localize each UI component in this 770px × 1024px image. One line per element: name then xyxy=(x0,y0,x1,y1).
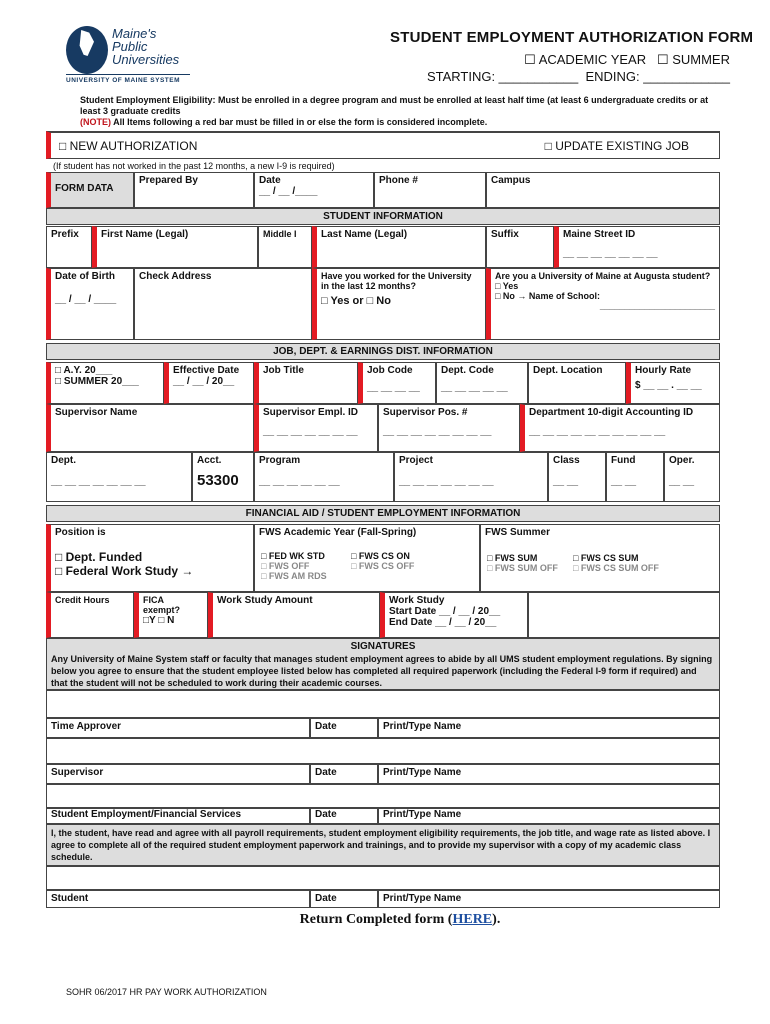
date-blank: __ / __ /____ xyxy=(259,186,318,197)
supervisor-name-field[interactable]: Supervisor Name xyxy=(46,404,254,452)
date-label: Date xyxy=(259,175,281,186)
auth-type-row xyxy=(46,131,720,159)
fund-label: Fund xyxy=(611,455,636,466)
time-approver-date[interactable]: Date xyxy=(310,718,378,738)
dept-code-blank: __ __ __ __ __ xyxy=(441,382,508,393)
logo-system: UNIVERSITY OF MAINE SYSTEM xyxy=(66,77,181,84)
dept-funded-checkbox[interactable]: □ Dept. Funded xyxy=(55,550,143,564)
note-text: All Items following a red bar must be filled in or else the form is considered incomplete. xyxy=(111,117,488,127)
fws-academic-options-left xyxy=(261,551,327,581)
term-dates xyxy=(427,69,730,84)
form-data-label: FORM DATA xyxy=(46,172,134,208)
worked-question-text: Have you worked for the University in the last 12 months? xyxy=(321,271,472,291)
supervisor-signature-box[interactable] xyxy=(46,738,720,764)
effective-date-label: Effective Date xyxy=(173,365,240,376)
prefix-field[interactable]: Prefix xyxy=(46,226,92,268)
augusta-no-checkbox[interactable]: □ No → Name of School: xyxy=(495,291,600,301)
ending-field[interactable]: ENDING: ____________ xyxy=(585,69,730,84)
fws-summer-field xyxy=(480,524,720,592)
return-end: ). xyxy=(492,912,501,927)
starting-field[interactable]: STARTING: ___________ xyxy=(426,69,579,84)
footer-code: SOHR 06/2017 HR PAY WORK AUTHORIZATION xyxy=(66,987,267,997)
dept-blank: __ __ __ __ __ __ __ xyxy=(51,476,146,487)
worked-question xyxy=(312,268,486,340)
academic-year-checkbox[interactable]: ☐ ACADEMIC YEAR xyxy=(524,52,647,67)
signatures-statement: Any University of Maine System staff or faculty that manages student employment agrees to abide by all UMS student employment regulations. By signing below you agree to ensure that the student employee listed below has completed all required paperwork (including the Federal I-9 form if required) and that the student will not be scheduled to work during their academic courses. xyxy=(51,654,713,688)
oper-label: Oper. xyxy=(669,455,695,466)
fws-academic-label: FWS Academic Year (Fall-Spring) xyxy=(259,527,417,538)
effective-date-blank: __ / __ / 20__ xyxy=(173,376,235,387)
dob-blank: __ / __ / ____ xyxy=(55,294,117,305)
logo-divider xyxy=(66,74,190,75)
supervisor-empl-id-label: Supervisor Empl. ID xyxy=(263,407,359,418)
time-approver-signature-box[interactable] xyxy=(46,690,720,718)
worked-yes-no[interactable]: □ Yes or □ No xyxy=(321,295,391,307)
eligibility-rule: Student Employment Eligibility: Must be enrolled in a degree program and must be enrolled at least half time (at least 6 undergraduate credits or at least 3 graduate credits xyxy=(80,95,709,116)
note-label: (NOTE) xyxy=(80,117,111,127)
i9-note: (If student has not worked in the past 12 months, a new I-9 is required) xyxy=(53,161,335,171)
oper-blank: __ __ xyxy=(669,476,695,487)
fa-empty-cell xyxy=(528,592,720,638)
school-name-blank[interactable]: _______________________ xyxy=(599,301,715,311)
effective-date-field[interactable] xyxy=(164,362,254,404)
supervisor-print-name[interactable]: Print/Type Name xyxy=(378,764,720,784)
dob-field[interactable] xyxy=(46,268,134,340)
return-link[interactable]: HERE xyxy=(452,912,493,927)
student-print-name[interactable]: Print/Type Name xyxy=(378,890,720,908)
hourly-rate-field[interactable] xyxy=(626,362,720,404)
update-job-checkbox[interactable]: □ UPDATE EXISTING JOB xyxy=(544,139,689,153)
new-authorization-checkbox[interactable]: □ NEW AUTHORIZATION xyxy=(59,139,198,153)
augusta-yes-checkbox[interactable]: □ Yes xyxy=(495,281,519,291)
ws-end-date: End Date __ / __ / 20__ xyxy=(389,617,497,628)
time-approver-label: Time Approver xyxy=(46,718,310,738)
fws-cs-on-checkbox[interactable]: □ FWS CS ON xyxy=(351,551,410,561)
logo-line1: Maine's xyxy=(112,26,157,41)
position-is-field[interactable] xyxy=(46,524,254,592)
student-info-header: STUDENT INFORMATION xyxy=(46,208,720,225)
fws-academic-field xyxy=(254,524,480,592)
work-study-dates-field[interactable] xyxy=(380,592,528,638)
fws-cs-sum-off-checkbox[interactable]: □ FWS CS SUM OFF xyxy=(573,563,659,573)
project-field[interactable] xyxy=(394,452,548,502)
fica-yes-no[interactable]: □Y □ N xyxy=(143,615,175,626)
term-year-field[interactable] xyxy=(46,362,164,404)
acct-field[interactable] xyxy=(192,452,254,502)
summer-checkbox[interactable]: ☐ SUMMER xyxy=(656,52,730,67)
supervisor-pos-label: Supervisor Pos. # xyxy=(383,407,468,418)
sefs-label: Student Employment/Financial Services xyxy=(46,808,310,824)
supervisor-label: Supervisor xyxy=(46,764,310,784)
dob-label: Date of Birth xyxy=(55,271,115,282)
sefs-signature-box[interactable] xyxy=(46,784,720,808)
fws-academic-options-right xyxy=(351,551,414,571)
hourly-rate-blank: $ __ __ . __ __ xyxy=(635,380,702,391)
fws-cs-off-checkbox[interactable]: □ FWS CS OFF xyxy=(351,561,415,571)
last-name-field[interactable]: Last Name (Legal) xyxy=(312,226,486,268)
return-text: Return Completed form ( xyxy=(299,912,453,927)
supervisor-date[interactable]: Date xyxy=(310,764,378,784)
dept-code-label: Dept. Code xyxy=(441,365,494,376)
fws-am-rds-checkbox[interactable]: □ FWS AM RDS xyxy=(261,571,327,581)
fa-header: FINANCIAL AID / STUDENT EMPLOYMENT INFORMATION xyxy=(46,505,720,522)
logo-text xyxy=(112,27,179,66)
maine-street-id-field[interactable] xyxy=(554,226,720,268)
phone-field[interactable]: Phone # xyxy=(374,172,486,208)
prepared-by-field[interactable]: Prepared By xyxy=(134,172,254,208)
sefs-print-name[interactable]: Print/Type Name xyxy=(378,808,720,824)
fws-summer-options-left xyxy=(487,553,558,573)
accounting-id-field[interactable] xyxy=(520,404,720,452)
project-blank: __ __ __ __ __ __ __ xyxy=(399,476,494,487)
program-field[interactable] xyxy=(254,452,394,502)
acct-label: Acct. xyxy=(197,455,222,466)
term-options xyxy=(524,52,730,68)
work-study-amount-field[interactable]: Work Study Amount xyxy=(208,592,380,638)
date-field[interactable] xyxy=(254,172,374,208)
dept-label: Dept. xyxy=(51,455,76,466)
dept-field[interactable] xyxy=(46,452,192,502)
fws-off-checkbox[interactable]: □ FWS OFF xyxy=(261,561,310,571)
suffix-field[interactable]: Suffix xyxy=(486,226,554,268)
job-title-field[interactable]: Job Title xyxy=(254,362,358,404)
student-date[interactable]: Date xyxy=(310,890,378,908)
maine-street-id-label: Maine Street ID xyxy=(563,229,636,240)
dept-code-field[interactable] xyxy=(436,362,528,404)
acct-value: 53300 xyxy=(197,472,239,489)
ws-start-date: Start Date __ / __ / 20__ xyxy=(389,606,501,617)
fed-wk-std-checkbox[interactable]: □ FED WK STD xyxy=(261,551,325,561)
job-code-label: Job Code xyxy=(367,365,413,376)
fws-summer-label: FWS Summer xyxy=(485,527,551,538)
time-approver-print-name[interactable]: Print/Type Name xyxy=(378,718,720,738)
federal-work-study-checkbox[interactable]: □ Federal Work Study → xyxy=(55,564,194,578)
summer-year-checkbox[interactable]: □ SUMMER 20___ xyxy=(55,376,139,387)
accounting-id-label: Department 10-digit Accounting ID xyxy=(529,407,694,418)
augusta-question xyxy=(486,268,720,340)
form-title: STUDENT EMPLOYMENT AUTHORIZATION FORM xyxy=(390,29,754,46)
fws-sum-checkbox[interactable]: □ FWS SUM xyxy=(487,553,538,563)
program-blank: __ __ __ __ __ __ xyxy=(259,476,340,487)
fws-summer-options-right xyxy=(573,553,659,573)
student-label: Student xyxy=(46,890,310,908)
logo-line2: Public xyxy=(112,39,148,54)
signatures-block xyxy=(46,638,720,690)
fica-field[interactable] xyxy=(134,592,208,638)
fws-sum-off-checkbox[interactable]: □ FWS SUM OFF xyxy=(487,563,558,573)
credit-hours-field[interactable]: Credit Hours xyxy=(46,592,134,638)
job-code-blank: __ __ __ __ xyxy=(367,382,420,393)
program-label: Program xyxy=(259,455,301,466)
class-blank: __ __ xyxy=(553,476,579,487)
dept-location-field[interactable]: Dept. Location xyxy=(528,362,626,404)
project-label: Project xyxy=(399,455,433,466)
student-statement: I, the student, have read and agree with all payroll requirements, student employment eligibility requirements, the job title, and wage rate as listed above. I agree to complete all of the required student employment paperwork and trainings, and to provide my supervisor with a copy of my academic class schedule. xyxy=(46,824,720,866)
ws-dates-label: Work Study xyxy=(389,595,445,606)
eligibility-text xyxy=(80,95,720,128)
position-is-label: Position is xyxy=(55,527,106,538)
fund-field[interactable] xyxy=(606,452,664,502)
middle-initial-field[interactable]: Middle I xyxy=(258,226,312,268)
accounting-id-blank: __ __ __ __ __ __ __ __ __ __ xyxy=(529,426,666,437)
fws-cs-sum-checkbox[interactable]: □ FWS CS SUM xyxy=(573,553,639,563)
check-address-field[interactable]: Check Address xyxy=(134,268,312,340)
fund-blank: __ __ xyxy=(611,476,637,487)
supervisor-pos-field[interactable] xyxy=(378,404,520,452)
maine-street-id-blank: __ __ __ __ __ __ __ xyxy=(563,248,658,259)
job-code-field[interactable] xyxy=(358,362,436,404)
ay-checkbox[interactable]: □ A.Y. 20___ xyxy=(55,365,113,376)
campus-field[interactable]: Campus xyxy=(486,172,720,208)
return-instruction xyxy=(0,912,770,928)
hourly-rate-label: Hourly Rate xyxy=(635,365,692,376)
supervisor-empl-id-blank: __ __ __ __ __ __ __ xyxy=(263,426,358,437)
fica-label: FICA exempt? xyxy=(143,595,181,615)
student-signature-box[interactable] xyxy=(46,866,720,890)
sefs-date[interactable]: Date xyxy=(310,808,378,824)
logo-line3: Universities xyxy=(112,52,180,67)
class-field[interactable] xyxy=(548,452,606,502)
augusta-question-text: Are you a University of Maine at Augusta student? xyxy=(495,271,711,281)
oper-field[interactable] xyxy=(664,452,720,502)
job-info-header: JOB, DEPT. & EARNINGS DIST. INFORMATION xyxy=(46,343,720,360)
supervisor-pos-blank: __ __ __ __ __ __ __ __ xyxy=(383,426,492,437)
class-label: Class xyxy=(553,455,580,466)
signatures-header: SIGNATURES xyxy=(350,641,416,652)
first-name-field[interactable]: First Name (Legal) xyxy=(92,226,258,268)
supervisor-empl-id-field[interactable] xyxy=(254,404,378,452)
